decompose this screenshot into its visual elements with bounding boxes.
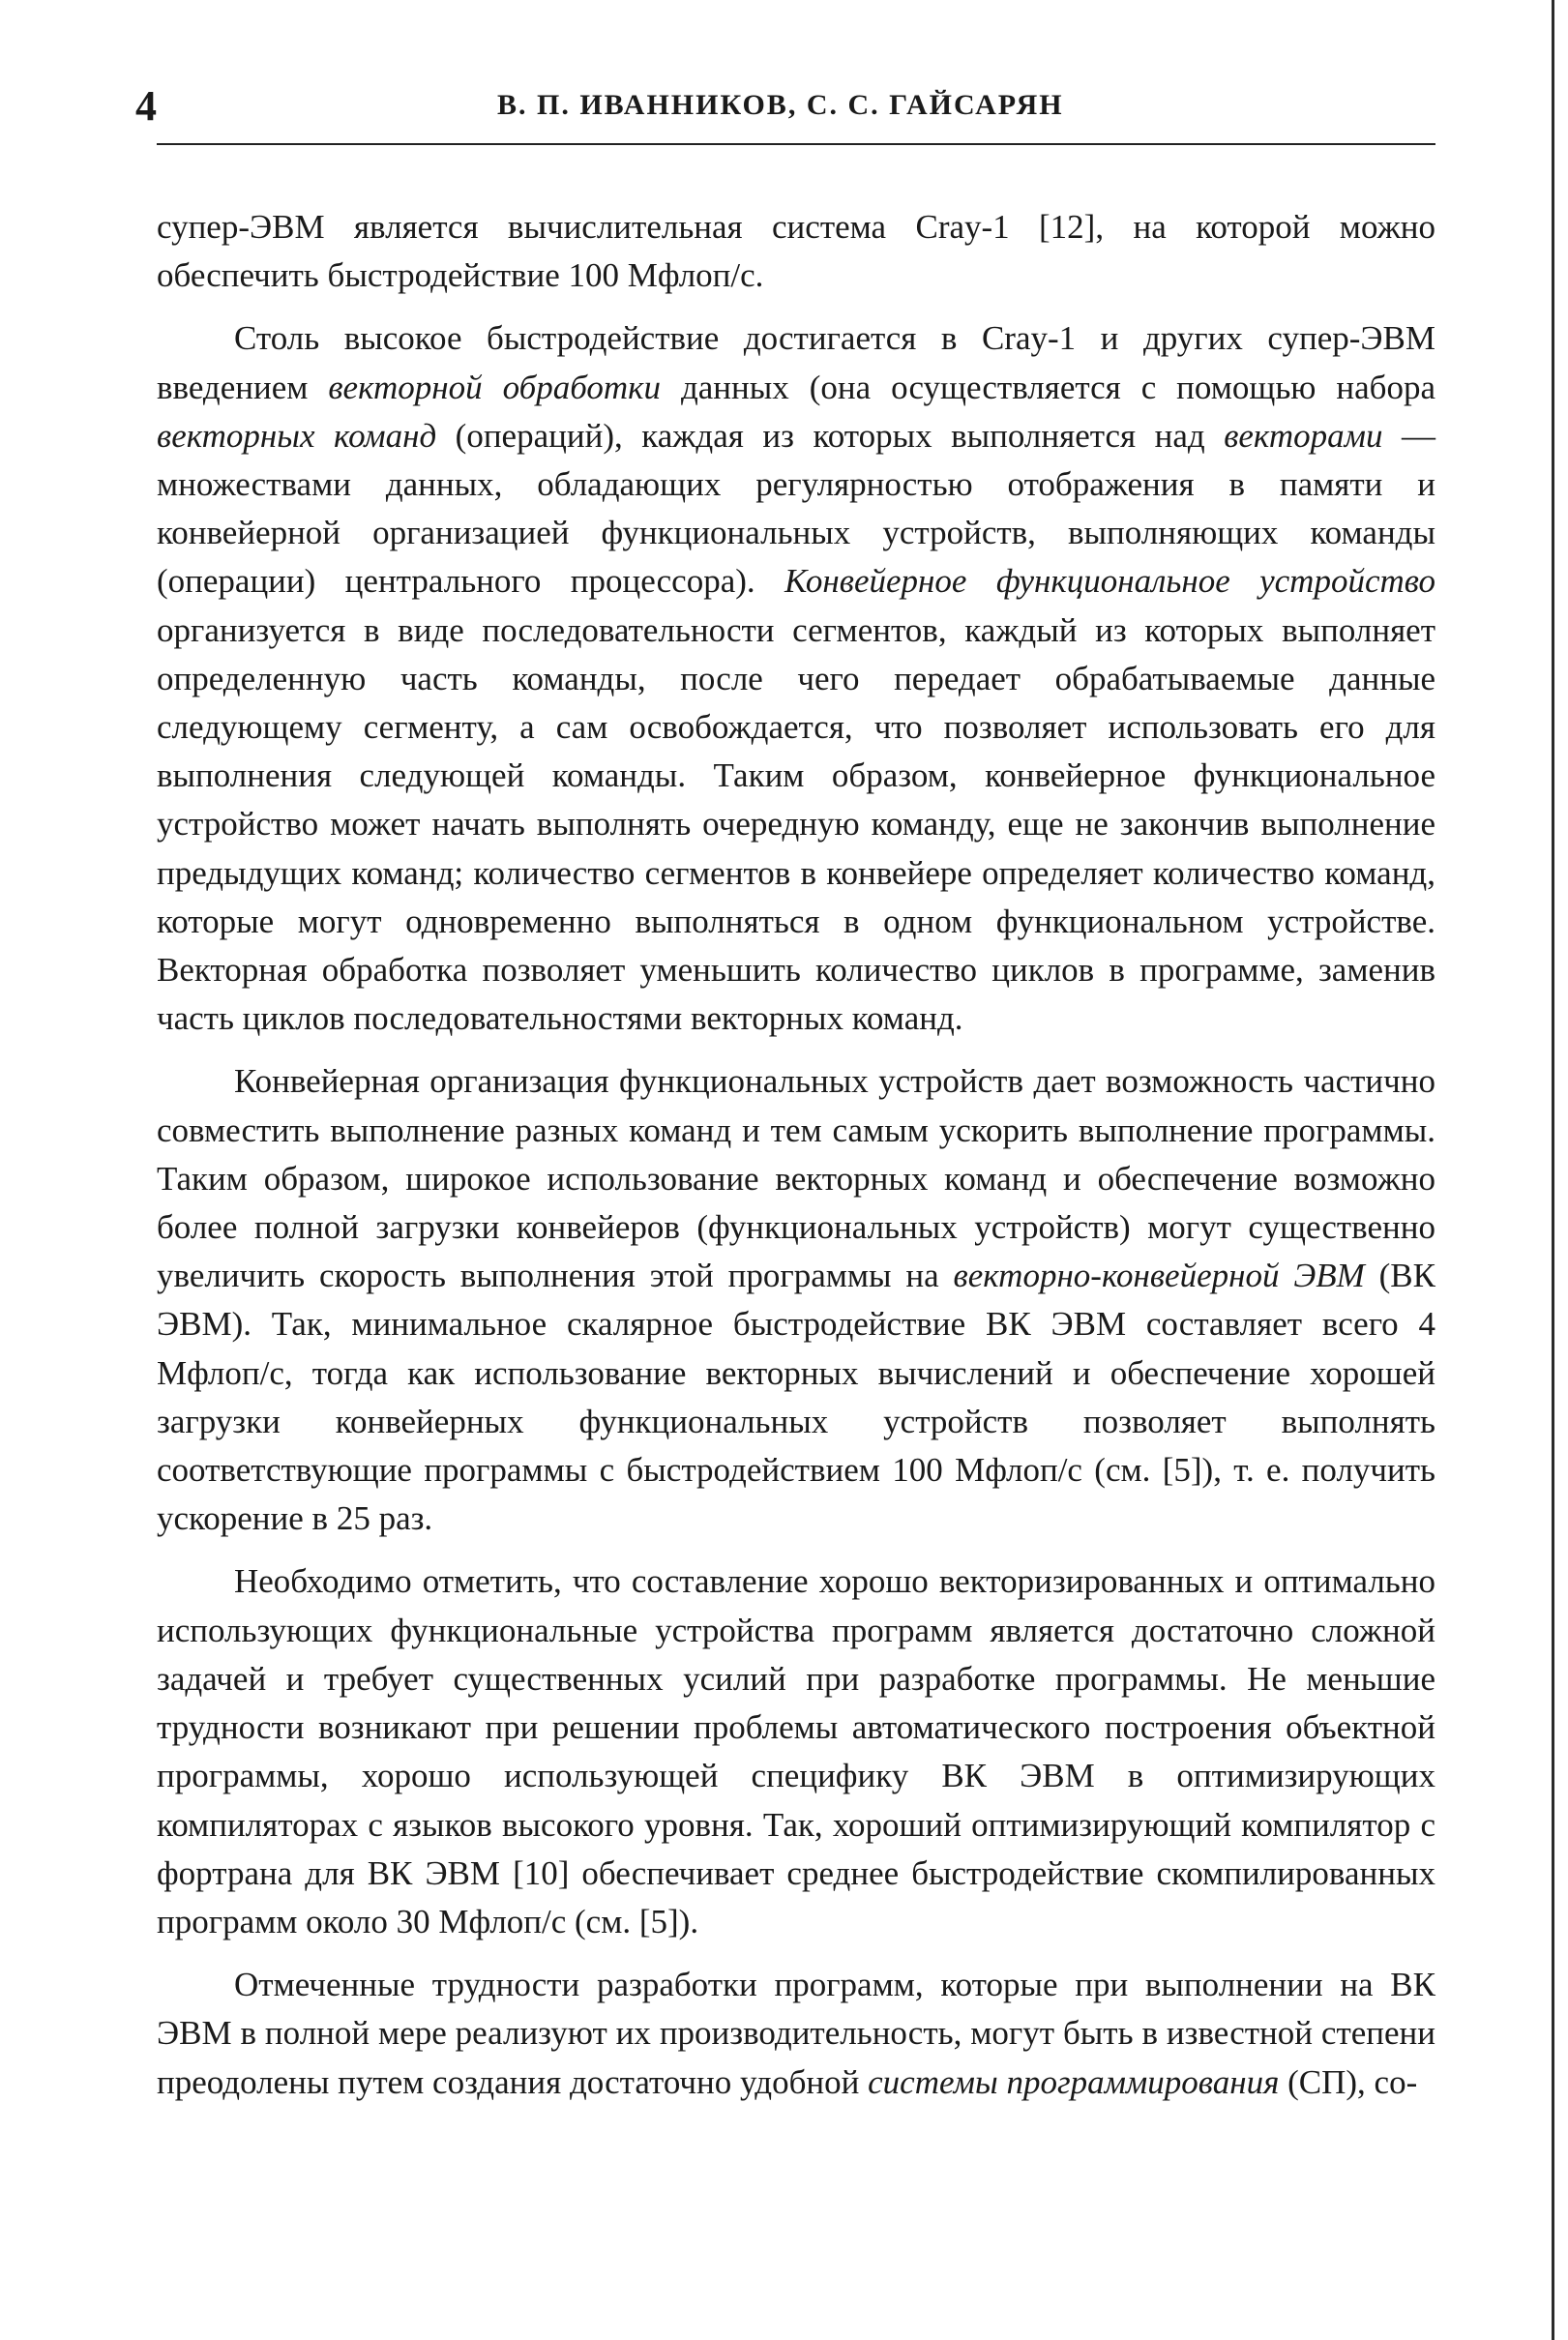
running-head xyxy=(135,75,1435,145)
paragraph xyxy=(157,203,1435,300)
body-text xyxy=(157,203,1435,2107)
text-run: данных (она осуществляется с помощью набора xyxy=(661,368,1435,406)
text-run: Столь высокое быстродействие достигается в Cray-1 и других супер-ЭВМ введением xyxy=(157,319,1435,406)
paragraph xyxy=(157,1961,1435,2107)
text-run: Конвейерная организация функциональных устройств дает возможность частично совместить выполнение разных команд и тем самым ускорить выполнение программы. Таким образом, широкое использование векторных команд и обеспечение возможно более полной загрузки конвейеров (функциональных устройств) могут существенно увеличить скорость выполнения этой программы на xyxy=(157,1062,1435,1295)
italic-term: векторно-конвейерной ЭВМ xyxy=(953,1257,1365,1295)
text-run: (СП), со- xyxy=(1279,2062,1418,2101)
text-run: — множествами данных, обладающих регулярностью отображения в памяти и конвейерной организацией функциональных устройств, выполняющих команды (операции) центрального процессора). xyxy=(157,416,1435,601)
paragraph xyxy=(157,1557,1435,1946)
text-run: организуется в виде последовательности сегментов, каждый из которых выполняет определенную часть команды, после чего передает обрабатываемые данные следующему сегменту, а сам освобождается, что позволяет использовать его для выполнения следующей команды. Таким образом, конвейерное функциональное устройство может начать выполнять очередную команду, еще не закончив выполнение предыдущих команд; количество сегментов в конвейере определяет количество команд, которые могут одновременно выполняться в одном функциональном устройстве. Векторная обработка позволяет уменьшить количество циклов в программе, заменив часть циклов последовательностями векторных команд. xyxy=(157,610,1435,1038)
italic-term: Конвейерное функциональное устройство xyxy=(784,562,1435,601)
paragraph xyxy=(157,314,1435,1043)
italic-term: векторных команд xyxy=(157,416,437,455)
text-run: (ВК ЭВМ). Так, минимальное скалярное быстродействие ВК ЭВМ составляет всего 4 Мфлоп/с, тогда как использование векторных вычислений и обеспечение хорошей загрузки конвейерных функциональных устройств позволяет выполнять соответствующие программы с быстродействием 100 Мфлоп/с (см. [5]), т. е. получить ускорение в 25 раз. xyxy=(157,1257,1435,1538)
italic-term: векторной обработки xyxy=(328,368,662,406)
italic-term: векторами xyxy=(1224,416,1383,455)
text-run: Необходимо отметить, что составление хорошо векторизированных и оптимально использующих функциональные устройства программ является достаточно сложной задачей и требует существенных усилий при разработке программы. Не меньшие трудности возникают при решении проблемы автоматического построения объектной программы, хорошо использующей специфику ВК ЭВМ в оптимизирующих компиляторах с языков высокого уровня. Так, хороший оптимизирующий компилятор с фортрана для ВК ЭВМ [10] обеспечивает среднее быстродействие скомпилированных программ около 30 Мфлоп/с (см. [5]). xyxy=(157,1562,1435,1940)
scan-page-edge xyxy=(1552,0,1554,2340)
italic-term: системы программирования xyxy=(868,2062,1280,2101)
paragraph xyxy=(157,1057,1435,1543)
running-head-authors: В. П. ИВАННИКОВ, С. С. ГАЙСАРЯН xyxy=(497,89,1064,121)
text-run: (операций), каждая из которых выполняется над xyxy=(436,416,1225,455)
text-run: супер-ЭВМ является вычислительная система Cray-1 [12], на которой можно обеспечить быстродействие 100 Мфлоп/с. xyxy=(157,208,1435,295)
book-page xyxy=(135,75,1435,2121)
page-number: 4 xyxy=(135,82,157,130)
text-run: Отмеченные трудности разработки программ, которые при выполнении на ВК ЭВМ в полной мере реализуют их производительность, могут быть в известной степени преодолены путем создания достаточно удобной xyxy=(157,1966,1435,2101)
